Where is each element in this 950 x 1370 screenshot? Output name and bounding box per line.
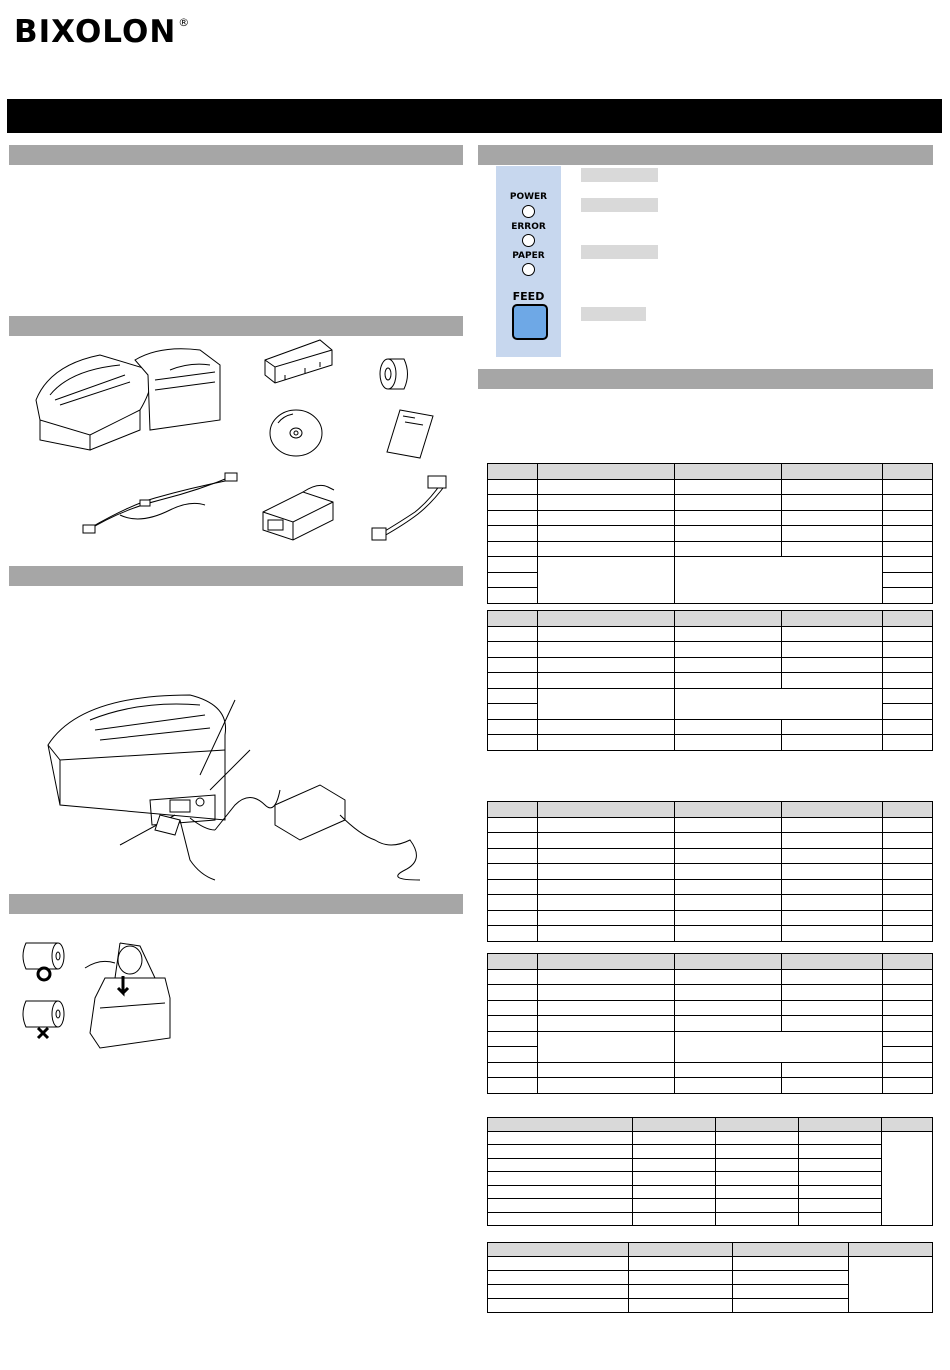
- table-cell: [538, 495, 675, 511]
- table-cell: [782, 495, 883, 511]
- table-cell: [883, 817, 933, 833]
- table-cell: [488, 969, 538, 985]
- power-cord-icon: [370, 472, 450, 544]
- table-cell: [488, 1199, 633, 1213]
- table-cell: [538, 464, 675, 480]
- table-row: [488, 1199, 933, 1213]
- table-cell: [488, 719, 538, 735]
- table-cell: [488, 479, 538, 495]
- table-row: [488, 1016, 933, 1032]
- table-cell: [538, 688, 675, 719]
- table-cell: [782, 954, 883, 970]
- table-cell: [538, 1078, 675, 1094]
- table-cell: [629, 1271, 733, 1285]
- table-cell: [782, 864, 883, 880]
- power-adapter-icon: [258, 472, 338, 544]
- table-cell: [716, 1185, 799, 1199]
- table-cell: [883, 673, 933, 689]
- table-cell: [782, 479, 883, 495]
- table-cell: [716, 1158, 799, 1172]
- table-cell: [538, 673, 675, 689]
- table-cell: [675, 954, 782, 970]
- table-row: [488, 1118, 933, 1132]
- table-cell: [675, 969, 782, 985]
- table-cell: [675, 657, 782, 673]
- table-cell: [716, 1118, 799, 1132]
- table-cell: [675, 817, 782, 833]
- feed-button[interactable]: [512, 304, 548, 340]
- table-cell: [883, 541, 933, 557]
- table-cell: [538, 802, 675, 818]
- table-cell: [883, 626, 933, 642]
- table-row: [488, 1031, 933, 1047]
- table-cell: [883, 557, 933, 573]
- table-cell: [538, 910, 675, 926]
- table-cell: [488, 642, 538, 658]
- table-cell: [883, 642, 933, 658]
- table-cell: [488, 626, 538, 642]
- table-cell: [675, 673, 782, 689]
- section-header-bar: [478, 145, 933, 165]
- table-cell: [633, 1158, 716, 1172]
- table-cell: [488, 1118, 633, 1132]
- table-cell: [488, 588, 538, 604]
- table-cell: [488, 510, 538, 526]
- table-cell: [782, 735, 883, 751]
- registered-mark: ®: [178, 16, 191, 29]
- table-cell: [782, 526, 883, 542]
- table-cell: [883, 895, 933, 911]
- table-cell: [488, 926, 538, 942]
- table-cell: [538, 817, 675, 833]
- table-cell: [733, 1299, 849, 1313]
- table-row: [488, 1158, 933, 1172]
- table-cell: [883, 1016, 933, 1032]
- table-cell: [488, 1031, 538, 1047]
- table-row: [488, 642, 933, 658]
- table-cell: [538, 526, 675, 542]
- table-cell: [733, 1257, 849, 1271]
- table-cell: [883, 510, 933, 526]
- table-cell: [538, 895, 675, 911]
- title-bar: [7, 99, 942, 133]
- table-cell: [782, 510, 883, 526]
- table-cell: [488, 1212, 633, 1226]
- table-cell: [488, 735, 538, 751]
- table-cell: [538, 864, 675, 880]
- table-cell: [849, 1243, 933, 1257]
- table-cell: [538, 848, 675, 864]
- table-cell: [538, 642, 675, 658]
- table-cell: [883, 495, 933, 511]
- table-cell: [883, 611, 933, 627]
- table-row: [488, 926, 933, 942]
- table-cell: [488, 848, 538, 864]
- table-cell: [675, 688, 883, 719]
- table-cell: [488, 954, 538, 970]
- section-header-bar: [9, 316, 463, 336]
- thermal-printer-illustration: [30, 340, 230, 450]
- table-cell: [716, 1172, 799, 1186]
- table-cell: [782, 1078, 883, 1094]
- error-led-icon: [522, 234, 535, 247]
- table-cell: [675, 910, 782, 926]
- table-row: [488, 657, 933, 673]
- paper-roll-icon: [378, 355, 412, 393]
- table-cell: [782, 969, 883, 985]
- table-row: [488, 1078, 933, 1094]
- table-cell: [538, 969, 675, 985]
- table-cell: [883, 1062, 933, 1078]
- table-row: [488, 541, 933, 557]
- spec-table: [487, 953, 933, 1094]
- table-cell: [633, 1145, 716, 1159]
- table-cell: [488, 1271, 629, 1285]
- table-cell: [883, 657, 933, 673]
- table-row: [488, 833, 933, 849]
- table-cell: [675, 864, 782, 880]
- table-row: [488, 1185, 933, 1199]
- table-cell: [488, 1299, 629, 1313]
- table-cell: [675, 557, 883, 604]
- table-cell: [782, 657, 883, 673]
- spec-table: [487, 1117, 933, 1226]
- table-row: [488, 879, 933, 895]
- interface-cable-icon: [80, 470, 240, 540]
- table-cell: [488, 657, 538, 673]
- table-cell: [782, 802, 883, 818]
- table-row: [488, 688, 933, 704]
- paper-led-icon: [522, 263, 535, 276]
- table-cell: [488, 1131, 633, 1145]
- paper-loading-illustration: [85, 938, 175, 1050]
- power-description-box: [581, 168, 658, 182]
- table-cell: [883, 954, 933, 970]
- feed-button-label: FEED: [512, 290, 545, 303]
- table-cell: [488, 688, 538, 704]
- table-row: [488, 526, 933, 542]
- table-cell: [538, 1062, 675, 1078]
- table-cell: [675, 1031, 883, 1062]
- power-led-label: POWER: [509, 192, 548, 202]
- table-cell: [633, 1172, 716, 1186]
- spec-table: [487, 610, 933, 751]
- table-cell: [675, 541, 782, 557]
- table-cell: [883, 1078, 933, 1094]
- table-cell: [882, 1131, 933, 1226]
- table-cell: [538, 954, 675, 970]
- table-cell: [538, 719, 675, 735]
- table-cell: [799, 1212, 882, 1226]
- manual-booklet-icon: [385, 408, 435, 460]
- table-row: [488, 1172, 933, 1186]
- table-cell: [799, 1118, 882, 1132]
- table-row: [488, 464, 933, 480]
- table-row: [488, 735, 933, 751]
- table-cell: [538, 1000, 675, 1016]
- table-cell: [733, 1271, 849, 1285]
- table-cell: [716, 1131, 799, 1145]
- table-cell: [782, 464, 883, 480]
- table-row: [488, 802, 933, 818]
- table-cell: [629, 1243, 733, 1257]
- table-cell: [782, 1000, 883, 1016]
- table-cell: [782, 611, 883, 627]
- table-cell: [488, 910, 538, 926]
- table-cell: [782, 1016, 883, 1032]
- table-cell: [538, 626, 675, 642]
- table-cell: [675, 848, 782, 864]
- table-cell: [633, 1212, 716, 1226]
- table-cell: [675, 833, 782, 849]
- table-row: [488, 1062, 933, 1078]
- table-cell: [782, 910, 883, 926]
- section-header-bar: [9, 894, 463, 914]
- table-row: [488, 1131, 933, 1145]
- table-cell: [488, 895, 538, 911]
- table-cell: [782, 642, 883, 658]
- table-cell: [488, 557, 538, 573]
- table-cell: [488, 1243, 629, 1257]
- table-cell: [633, 1185, 716, 1199]
- table-cell: [849, 1257, 933, 1313]
- table-cell: [882, 1118, 933, 1132]
- table-row: [488, 495, 933, 511]
- table-cell: [538, 510, 675, 526]
- table-cell: [675, 1016, 782, 1032]
- table-row: [488, 848, 933, 864]
- table-cell: [488, 1047, 538, 1063]
- table-cell: [782, 833, 883, 849]
- table-cell: [488, 1172, 633, 1186]
- table-cell: [675, 642, 782, 658]
- table-cell: [488, 611, 538, 627]
- table-cell: [633, 1131, 716, 1145]
- table-cell: [488, 526, 538, 542]
- table-cell: [488, 1257, 629, 1271]
- table-row: [488, 479, 933, 495]
- table-row: [488, 557, 933, 573]
- table-row: [488, 985, 933, 1001]
- table-cell: [782, 985, 883, 1001]
- control-panel: [496, 166, 561, 357]
- table-cell: [883, 879, 933, 895]
- table-cell: [538, 879, 675, 895]
- table-cell: [883, 910, 933, 926]
- table-cell: [538, 985, 675, 1001]
- table-cell: [675, 926, 782, 942]
- table-cell: [799, 1145, 882, 1159]
- table-cell: [782, 848, 883, 864]
- table-cell: [675, 735, 782, 751]
- table-cell: [488, 833, 538, 849]
- table-cell: [883, 1047, 933, 1063]
- table-cell: [488, 673, 538, 689]
- table-cell: [629, 1299, 733, 1313]
- table-cell: [675, 526, 782, 542]
- table-row: [488, 1257, 933, 1271]
- table-cell: [782, 673, 883, 689]
- table-cell: [883, 1031, 933, 1047]
- table-cell: [629, 1257, 733, 1271]
- table-cell: [629, 1285, 733, 1299]
- table-row: [488, 626, 933, 642]
- table-cell: [883, 688, 933, 704]
- table-row: [488, 954, 933, 970]
- table-cell: [488, 879, 538, 895]
- table-cell: [883, 848, 933, 864]
- table-cell: [538, 657, 675, 673]
- table-cell: [782, 895, 883, 911]
- section-header-bar: [9, 145, 463, 165]
- table-cell: [488, 1062, 538, 1078]
- table-cell: [675, 611, 782, 627]
- table-cell: [488, 704, 538, 720]
- table-cell: [488, 985, 538, 1001]
- table-cell: [782, 817, 883, 833]
- table-cell: [488, 1000, 538, 1016]
- table-cell: [538, 479, 675, 495]
- table-cell: [538, 833, 675, 849]
- table-cell: [782, 719, 883, 735]
- table-cell: [675, 985, 782, 1001]
- table-row: [488, 611, 933, 627]
- table-cell: [716, 1199, 799, 1213]
- table-cell: [675, 479, 782, 495]
- bixolon-logo: BIXOLON ®: [14, 14, 191, 50]
- table-cell: [675, 895, 782, 911]
- table-cell: [488, 1145, 633, 1159]
- table-cell: [733, 1243, 849, 1257]
- wall-mount-cover-icon: [260, 335, 335, 385]
- table-cell: [883, 802, 933, 818]
- table-row: [488, 1212, 933, 1226]
- table-cell: [782, 541, 883, 557]
- table-cell: [538, 1016, 675, 1032]
- table-cell: [883, 526, 933, 542]
- power-led-icon: [522, 205, 535, 218]
- table-cell: [883, 479, 933, 495]
- table-cell: [675, 719, 782, 735]
- error-led-label: ERROR: [511, 222, 546, 232]
- table-cell: [883, 926, 933, 942]
- table-row: [488, 895, 933, 911]
- table-cell: [675, 1078, 782, 1094]
- table-cell: [799, 1131, 882, 1145]
- table-cell: [538, 557, 675, 604]
- table-cell: [883, 833, 933, 849]
- paper-description-box: [581, 245, 658, 259]
- table-row: [488, 1145, 933, 1159]
- cd-icon: [268, 408, 324, 458]
- table-cell: [733, 1285, 849, 1299]
- paper-led-label: PAPER: [512, 251, 545, 261]
- table-cell: [538, 735, 675, 751]
- table-cell: [675, 626, 782, 642]
- table-cell: [782, 879, 883, 895]
- table-cell: [883, 735, 933, 751]
- table-cell: [488, 1158, 633, 1172]
- table-cell: [799, 1172, 882, 1186]
- table-cell: [782, 626, 883, 642]
- table-cell: [488, 1185, 633, 1199]
- table-cell: [799, 1199, 882, 1213]
- table-cell: [675, 510, 782, 526]
- printer-connection-diagram: [40, 690, 440, 885]
- table-cell: [488, 817, 538, 833]
- table-cell: [675, 802, 782, 818]
- table-cell: [488, 541, 538, 557]
- table-cell: [488, 1016, 538, 1032]
- table-cell: [538, 1031, 675, 1062]
- table-cell: [675, 1062, 782, 1078]
- table-cell: [488, 1078, 538, 1094]
- table-cell: [633, 1118, 716, 1132]
- table-cell: [716, 1212, 799, 1226]
- table-cell: [538, 611, 675, 627]
- table-cell: [883, 464, 933, 480]
- table-row: [488, 864, 933, 880]
- error-description-box: [581, 198, 658, 212]
- table-cell: [883, 704, 933, 720]
- table-cell: [799, 1185, 882, 1199]
- table-cell: [782, 926, 883, 942]
- table-cell: [883, 719, 933, 735]
- table-cell: [883, 969, 933, 985]
- table-cell: [675, 464, 782, 480]
- table-cell: [538, 926, 675, 942]
- table-cell: [488, 802, 538, 818]
- table-row: [488, 673, 933, 689]
- table-cell: [883, 864, 933, 880]
- table-cell: [488, 464, 538, 480]
- table-row: [488, 817, 933, 833]
- table-cell: [488, 572, 538, 588]
- table-cell: [716, 1145, 799, 1159]
- section-header-bar: [9, 566, 463, 586]
- table-cell: [883, 985, 933, 1001]
- section-header-bar: [478, 369, 933, 389]
- table-row: [488, 1000, 933, 1016]
- table-cell: [883, 1000, 933, 1016]
- table-cell: [633, 1199, 716, 1213]
- table-row: [488, 969, 933, 985]
- table-row: [488, 510, 933, 526]
- table-cell: [799, 1158, 882, 1172]
- table-cell: [675, 1000, 782, 1016]
- table-row: [488, 910, 933, 926]
- table-cell: [883, 588, 933, 604]
- spec-table: [487, 1242, 933, 1313]
- table-row: [488, 1243, 933, 1257]
- table-cell: [675, 495, 782, 511]
- cross-x-mark: [36, 1026, 50, 1040]
- circle-o-mark: [36, 966, 52, 982]
- spec-table: [487, 801, 933, 942]
- table-cell: [488, 495, 538, 511]
- table-cell: [883, 572, 933, 588]
- feed-description-box: [581, 307, 646, 321]
- table-cell: [675, 879, 782, 895]
- table-cell: [538, 541, 675, 557]
- spec-table: [487, 463, 933, 604]
- table-row: [488, 719, 933, 735]
- table-cell: [488, 864, 538, 880]
- table-cell: [782, 1062, 883, 1078]
- table-cell: [488, 1285, 629, 1299]
